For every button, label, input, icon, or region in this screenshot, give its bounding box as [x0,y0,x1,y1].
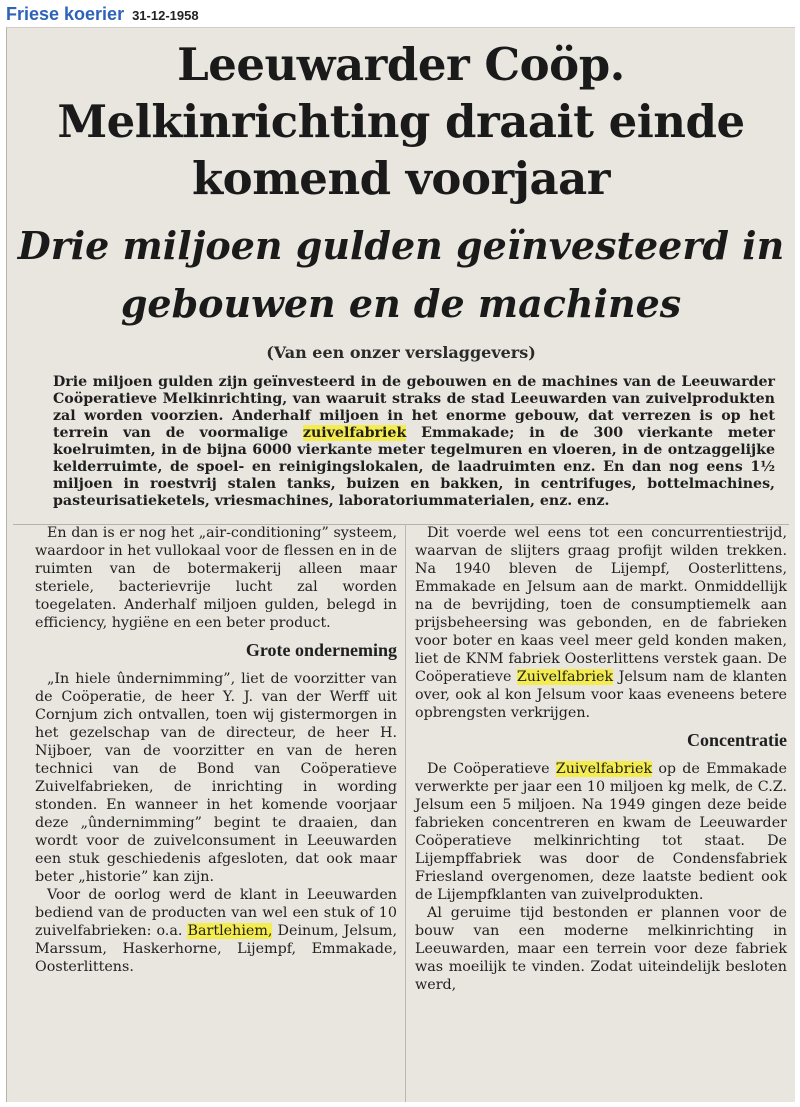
paragraph [415,524,787,722]
paragraph: „In hiele ûndernimming”, liet de voorzitter van de Coöperatie, de heer Y. J. van der Werff uit Cornjum zich ontvallen, toen wij gistermorgen in het gezelschap van de directeur, de heer H. Nijboer, van de voorzitter en van de heren technici van de Bond van Coöperatieve Zuivelfabrieken, de inrichting in wording stonden. En wanneer in het komende voorjaar deze „ûndernimming” begint te draaien, dan wordt voor de zuivelconsument in Leeuwarden een stuk geschiedenis afgesloten, dat ook maar beter „historie” kan zijn. [35,671,397,885]
subheadline: Drie miljoen gulden geïnvesteerd in gebouwen en de machines [17,223,785,326]
right-column [415,524,787,1102]
highlighted-term: Bartlehiem, [187,923,273,939]
paragraph: En dan is er nog het „air-conditioning” systeem, waardoor in het vullokaal voor de flessen en in de ruimten van de botermakerij alleen maar steriele, bacterievrije lucht zal worden toegelaten. Anderhalf miljoen gulden, belegd in efficiency, hygiëne en een beter product. [35,525,397,631]
section-heading: Concentratie [687,730,787,750]
highlighted-term: zuivelfabriek [302,425,407,441]
paragraph [415,760,787,904]
paragraph-text: Jelsum nam de klanten over, ook al kon Jelsum voor kaas eveneens betere opbrengsten verkrijgen. [415,669,787,721]
article-columns [7,524,795,1102]
section-heading: Grote onderneming [245,640,397,660]
paragraph-text: op de Emmakade verwerkte per jaar een 10 miljoen kg melk, de C.Z. Jelsum een 5 miljoen. Na 1949 gingen deze beide fabrieken concentreren en kwam de Leeuwarder Coöperatieve melkinrichting tot staat. De Lijempffabriek was door de Condensfabriek Friesland overgenomen, deze laatste bedient ook de Lijempfklanten van zuivelprodukten. [415,761,787,903]
highlighted-term: Zuivelfabriek [516,669,614,685]
lead-text: Drie miljoen gulden zijn geïnvesteerd in de gebouwen en de machines van de Leeuwarder Coöperatieve Melkinrichting, van waaruit straks de stad Leeuwarden van zuivelprodukten zal worden voorzien. Anderhalf miljoen in het enorme gebouw, dat verrezen is op het terrein van de voormalige [53,374,775,441]
headline: Leeuwarder Coöp. Melkinrichting draait einde komend voorjaar [57,38,745,205]
paragraph-text: De Coöperatieve [427,761,556,777]
left-column [35,524,397,1102]
newspaper-name: Friese koerier [6,4,125,24]
publication-date: 31-12-1958 [132,8,199,23]
lead-text: Emmakade; in de 300 vierkante meter koelruimten, in de bijna 6000 vierkante meter tegelmuren en vloeren, in de ontzaggelijke kelderruimte, de spoel- en reinigingslokalen, de laadruimten enz. En dan nog eens 1½ miljoen in roestvrij stalen tanks, buizen en bakken, in centrifuges, bottelmachines, pasteurisatieketels, vriesmachines, laboratoriummaterialen, enz. enz. [53,425,775,509]
column-divider [405,524,406,1102]
lead-paragraph [53,374,775,510]
paragraph-text: Voor de oorlog werd de klant in Leeuwarden bediend van de producten van wel een stuk of 10 zuivelfabrieken: o.a. [35,887,397,939]
highlighted-term: Zuivelfabriek [555,761,653,777]
paragraph [35,886,397,976]
paragraph-text: Deinum, Jelsum, Marssum, Haskerhorne, Lijempf, Emmakade, Oosterlittens. [35,923,398,975]
source-bar [6,4,199,26]
paragraph-text: Dit voerde wel eens tot een concurrentiestrijd, waarvan de slijters graag profijt wilden trekken. Na 1940 bleven de Lijempf, Oosterlittens, Emmakade en Jelsum aan de markt. Onmiddellijk na de bevrijding, toen de consumptiemelk aan prijsbeheersing was gebonden, en de fabrieken voor boter en kaas veel meer geld konden maken, liet de KNM fabriek Oosterlittens verstek gaan. De Coöperatieve [415,525,787,685]
newspaper-clipping [6,27,795,1102]
paragraph: Al geruime tijd bestonden er plannen voor de bouw van een moderne melkinrichting in Leeuwarden, maar een terrein voor deze fabriek was moeilijk te vinden. Zodat uiteindelijk besloten werd, [415,905,787,993]
byline: (Van een onzer verslaggevers) [266,343,536,362]
